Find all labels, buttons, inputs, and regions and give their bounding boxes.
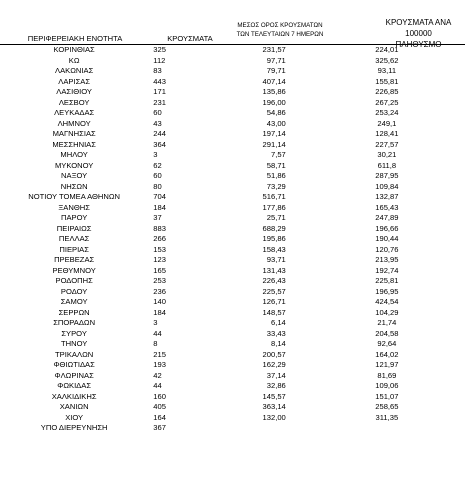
cell-cases: 3 (153, 150, 158, 159)
cell-per100k: 287,95 (375, 171, 399, 180)
cell-avg7: 58,71 (266, 160, 286, 170)
cell-avg7: 177,86 (262, 202, 286, 212)
cell-cases: 325 (153, 45, 166, 54)
cell-per100k: 132,87 (375, 192, 399, 201)
cell-region: ΣΑΜΟΥ (60, 297, 88, 306)
table-row (0, 234, 465, 245)
cell-avg7: 131,43 (262, 265, 286, 275)
table-row (0, 360, 465, 371)
cell-avg7: 7,57 (271, 150, 286, 159)
cell-per100k: 109,06 (375, 381, 399, 390)
cell-cases: 171 (153, 87, 166, 96)
cell-per100k: 249,1 (377, 118, 397, 128)
table-row (0, 413, 465, 424)
cell-cases: 193 (153, 360, 166, 369)
cell-per100k: 258,65 (375, 402, 399, 411)
cell-region: ΞΑΝΘΗΣ (58, 202, 90, 212)
cell-avg7: 291,14 (262, 139, 286, 149)
table-row (0, 140, 465, 151)
cell-cases: 184 (153, 307, 166, 317)
cell-region: ΧΑΝΙΩΝ (59, 402, 89, 411)
table-row (0, 329, 465, 340)
cell-cases: 160 (153, 391, 166, 401)
cell-cases: 236 (153, 286, 166, 296)
cell-avg7: 43,00 (266, 118, 286, 128)
cell-cases: 266 (153, 234, 166, 243)
cell-per100k: 30,21 (377, 150, 397, 159)
cell-region: ΤΡΙΚΑΛΩΝ (55, 349, 94, 359)
table-row (0, 371, 465, 382)
cell-avg7: 148,57 (262, 307, 286, 317)
cell-avg7: 51,86 (266, 171, 286, 180)
header-per100k (372, 17, 465, 50)
table-row (0, 171, 465, 182)
table-row (0, 224, 465, 235)
cell-avg7: 73,29 (266, 181, 286, 191)
cell-region: ΣΠΟΡΑΔΩΝ (53, 318, 96, 327)
cell-region: ΠΕΛΛΑΣ (58, 234, 90, 243)
cell-cases: 184 (153, 202, 166, 212)
cell-per100k: 213,95 (375, 255, 399, 264)
cell-per100k: 109,84 (375, 181, 399, 191)
cell-region: ΠΙΕΡΙΑΣ (59, 244, 89, 254)
cell-avg7: 33,43 (266, 328, 286, 338)
cell-region: ΠΡΕΒΕΖΑΣ (54, 255, 95, 264)
cell-avg7: 8,14 (271, 339, 286, 348)
cell-per100k: 120,76 (375, 244, 399, 254)
table-row (0, 119, 465, 130)
header-avg7-line1: ΜΕΣΟΣ ΟΡΟΣ ΚΡΟΥΣΜΑΤΩΝ (237, 22, 323, 29)
cell-per100k: 196,95 (375, 286, 399, 296)
cell-cases: 231 (153, 97, 166, 107)
table-row (0, 350, 465, 361)
cell-avg7: 363,14 (262, 402, 286, 411)
cell-cases: 42 (153, 370, 162, 380)
cell-region: ΜΗΛΟΥ (60, 150, 88, 159)
cell-cases: 443 (153, 76, 166, 86)
cell-avg7: 126,71 (262, 297, 286, 306)
table-row (0, 402, 465, 413)
cell-avg7: 162,29 (262, 360, 286, 369)
cell-cases: 165 (153, 265, 166, 275)
cell-per100k: 164,02 (375, 349, 399, 359)
table-row (0, 98, 465, 109)
cell-per100k: 226,85 (375, 87, 399, 96)
cell-per100k: 311,35 (375, 412, 399, 422)
cell-per100k: 225,81 (375, 276, 399, 285)
cell-per100k: 165,43 (375, 202, 399, 212)
cell-cases: 883 (153, 223, 166, 233)
cell-avg7: 195,86 (262, 234, 286, 243)
cell-avg7: 225,57 (262, 286, 286, 296)
cell-cases: 123 (153, 255, 166, 264)
cell-region: ΛΕΥΚΑΔΑΣ (54, 108, 95, 117)
table-row (0, 339, 465, 350)
cell-region: ΠΑΡΟΥ (60, 213, 88, 222)
cell-per100k: 253,24 (375, 108, 399, 117)
cell-cases: 364 (153, 139, 166, 149)
cell-per100k: 104,29 (375, 307, 399, 317)
cell-per100k: 267,25 (375, 97, 399, 107)
cell-region: ΣΥΡΟΥ (61, 328, 87, 338)
cell-region: ΠΕΙΡΑΙΩΣ (56, 223, 92, 233)
cell-region: ΛΑΚΩΝΙΑΣ (55, 66, 94, 75)
cell-avg7: 196,00 (262, 97, 286, 107)
cell-cases: 3 (153, 318, 158, 327)
cell-cases: 62 (153, 160, 162, 170)
cell-cases: 60 (153, 171, 162, 180)
cell-cases: 215 (153, 349, 166, 359)
cell-region: ΥΠΟ ΔΙΕΡΕΥΝΗΣΗ (40, 423, 108, 432)
cell-avg7: 32,86 (266, 381, 286, 390)
table-row (0, 161, 465, 172)
cell-cases: 704 (153, 192, 166, 201)
cell-cases: 244 (153, 129, 166, 138)
cell-per100k: 190,44 (375, 234, 399, 243)
header-per100k-line1: ΚΡΟΥΣΜΑΤΑ ΑΝΑ 100000 (385, 18, 452, 38)
cell-region: ΚΟΡΙΝΘΙΑΣ (53, 45, 95, 54)
cell-per100k: 81,69 (377, 370, 397, 380)
cell-avg7: 54,86 (266, 108, 286, 117)
cell-region: ΦΘΙΩΤΙΔΑΣ (53, 360, 95, 369)
cell-per100k: 21,74 (377, 318, 397, 327)
cell-per100k (297, 423, 465, 434)
cell-cases: 37 (153, 213, 162, 222)
table-body (0, 45, 465, 434)
cell-cases: 405 (153, 402, 166, 411)
cell-per100k: 151,07 (375, 391, 399, 401)
cell-region: ΝΟΤΙΟΥ ΤΟΜΕΑ ΑΘΗΝΩΝ (28, 192, 121, 201)
cell-avg7: 93,71 (266, 255, 286, 264)
cell-avg7: 158,43 (262, 244, 286, 254)
cell-cases: 367 (153, 423, 166, 432)
table-row (0, 381, 465, 392)
table-row (0, 276, 465, 287)
table-header (0, 14, 465, 49)
table-row (0, 192, 465, 203)
table-row (0, 56, 465, 67)
cell-region: ΦΩΚΙΔΑΣ (57, 381, 92, 390)
cases-table (0, 14, 465, 434)
cell-per100k: 325,62 (375, 55, 399, 65)
cell-cases: 43 (153, 118, 162, 128)
table-row (0, 318, 465, 329)
cell-region: ΛΑΣΙΘΙΟΥ (56, 87, 92, 96)
cell-avg7: 516,71 (262, 192, 286, 201)
cell-region: ΦΛΩΡΙΝΑΣ (54, 370, 94, 380)
cell-per100k: 247,89 (375, 213, 399, 222)
cell-cases: 164 (153, 412, 166, 422)
cell-per100k: 155,81 (375, 76, 399, 86)
table-row (0, 87, 465, 98)
cell-avg7: 37,14 (266, 370, 286, 380)
header-cases: ΚΡΟΥΣΜΑΤΑ (167, 34, 213, 43)
cell-per100k: 196,66 (375, 223, 399, 233)
header-region: ΠΕΡΙΦΕΡΕΙΑΚΗ ΕΝΟΤΗΤΑ (27, 34, 123, 43)
cell-avg7 (196, 423, 297, 434)
cell-region: ΚΩ (68, 55, 80, 65)
cell-avg7: 135,86 (262, 87, 286, 96)
cell-region: ΛΗΜΝΟΥ (57, 118, 91, 128)
table-row (0, 108, 465, 119)
cell-cases: 60 (153, 108, 162, 117)
cell-region: ΛΕΣΒΟΥ (58, 97, 90, 107)
cell-cases: 44 (153, 328, 162, 338)
table-row (0, 423, 465, 434)
cell-region: ΜΕΣΣΗΝΙΑΣ (52, 139, 96, 149)
table-row (0, 308, 465, 319)
cell-per100k: 227,57 (375, 139, 399, 149)
cell-region: ΤΗΝΟΥ (60, 339, 88, 348)
cell-per100k: 424,54 (375, 297, 399, 306)
cell-avg7: 6,14 (271, 318, 286, 327)
cell-avg7: 25,71 (266, 213, 286, 222)
cell-cases: 253 (153, 276, 166, 285)
cell-per100k: 92,64 (377, 339, 397, 348)
cell-cases: 153 (153, 244, 166, 254)
cell-cases: 83 (153, 66, 162, 75)
cell-region: ΜΥΚΟΝΟΥ (54, 160, 94, 170)
table-row (0, 182, 465, 193)
header-avg7 (230, 21, 330, 39)
table-row (0, 203, 465, 214)
cell-per100k: 128,41 (375, 129, 399, 138)
cell-region: ΣΕΡΡΩΝ (58, 307, 90, 317)
table-row (0, 297, 465, 308)
table-row (0, 77, 465, 88)
table-row (0, 287, 465, 298)
cell-avg7: 226,43 (262, 276, 286, 285)
header-per100k-line2: ΠΛΗΘΥΣΜΟ (395, 40, 442, 49)
cell-cases: 80 (153, 181, 162, 191)
cell-cases: 44 (153, 381, 162, 390)
cell-region: ΧΙΟΥ (65, 412, 84, 422)
table-row (0, 255, 465, 266)
cell-region: ΛΑΡΙΣΑΣ (58, 76, 91, 86)
cell-region: ΡΟΔΟΥ (60, 286, 88, 296)
cell-cases: 8 (153, 339, 158, 348)
cell-avg7: 79,71 (266, 66, 286, 75)
cell-region: ΡΟΔΟΠΗΣ (55, 276, 93, 285)
cell-region: ΜΑΓΝΗΣΙΑΣ (52, 129, 96, 138)
table-row (0, 392, 465, 403)
table-row (0, 266, 465, 277)
cell-per100k: 224,01 (375, 45, 399, 54)
table-row (0, 213, 465, 224)
cell-avg7: 197,14 (262, 129, 286, 138)
cell-avg7: 407,14 (262, 76, 286, 86)
table-row (0, 245, 465, 256)
cell-per100k: 611,8 (377, 160, 397, 170)
cell-region: ΝΑΞΟΥ (61, 171, 88, 180)
cell-avg7: 688,29 (262, 223, 286, 233)
cell-avg7: 231,57 (262, 45, 286, 54)
cell-region: ΧΑΛΚΙΔΙΚΗΣ (51, 391, 97, 401)
header-avg7-line2: ΤΩΝ ΤΕΛΕΥΤΑΙΩΝ 7 ΗΜΕΡΩΝ (236, 31, 324, 38)
cell-region: ΝΗΣΩΝ (60, 181, 88, 191)
cell-cases: 140 (153, 297, 166, 306)
cell-cases: 112 (153, 55, 166, 65)
cell-per100k: 121,97 (375, 360, 399, 369)
cell-avg7: 132,00 (262, 412, 286, 422)
table-row (0, 66, 465, 77)
cell-avg7: 97,71 (266, 55, 286, 65)
cell-per100k: 93,11 (377, 66, 397, 75)
cell-region: ΡΕΘΥΜΝΟΥ (52, 265, 96, 275)
cell-per100k: 204,58 (375, 328, 399, 338)
table-row (0, 150, 465, 161)
cell-avg7: 145,57 (262, 391, 286, 401)
table-row (0, 129, 465, 140)
cell-avg7: 200,57 (262, 349, 286, 359)
cell-per100k: 192,74 (375, 265, 399, 275)
